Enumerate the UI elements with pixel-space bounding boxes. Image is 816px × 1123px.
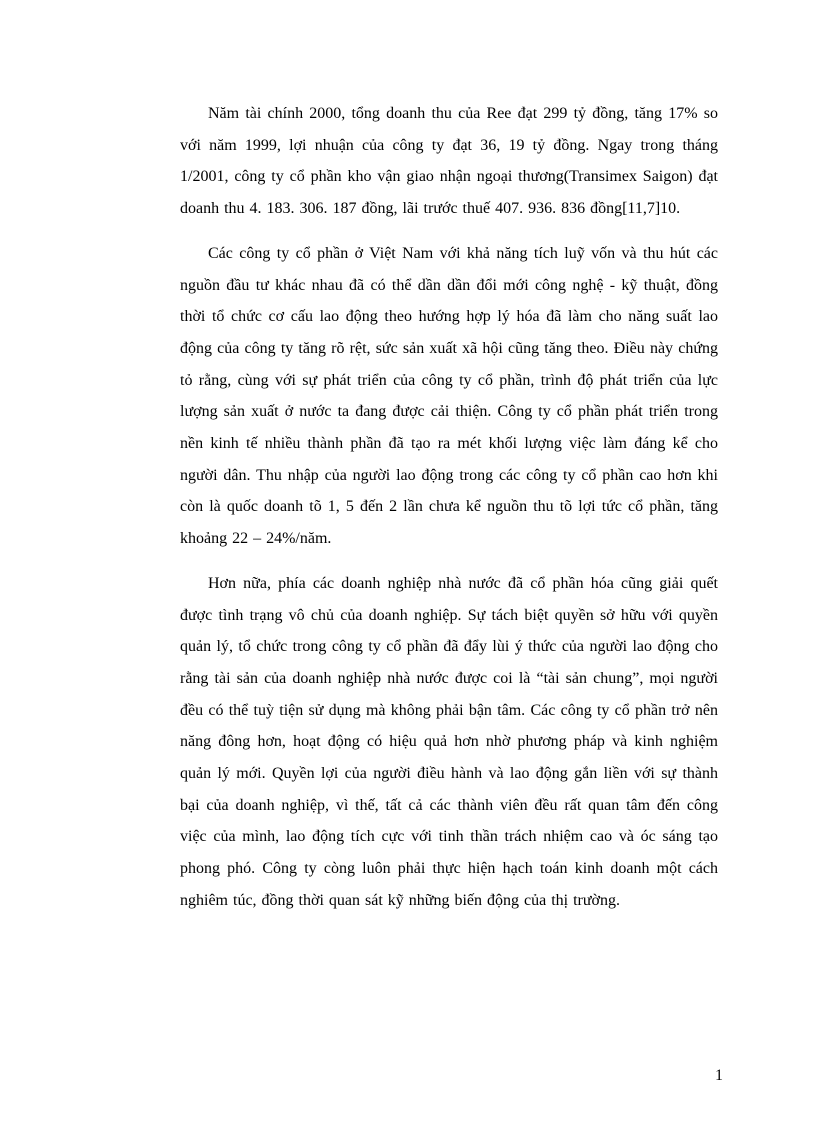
- body-text: [180, 98, 718, 930]
- paragraph-equitization-benefits: Hơn nữa, phía các doanh nghiệp nhà nước đã cổ phần hóa cũng giải quết được tình trạng vô chủ của doanh nghiệp. Sự tách biệt quyền sở hữu với quyền quản lý, tổ chức trong công ty cổ phần đã đẩy lùi ý thức của người lao động cho rằng tài sản của doanh nghiệp nhà nước được coi là “tài sản chung”, mọi người đều có thể tuỳ tiện sử dụng mà không phải bận tâm. Các công ty cổ phần trở nên năng đông hơn, hoạt động có hiệu quả hơn nhờ phương pháp và kinh nghiệm quản lý mới. Quyền lợi của người điều hành và lao động gắn liền với sự thành bại của doanh nghiệp, vì thế, tất cả các thành viên đều rất quan tâm đến công việc của mình, lao động tích cực với tinh thần trách nhiệm cao và óc sáng tạo phong phó. Công ty còng luôn phải thực hiện hạch toán kinh doanh một cách nghiêm túc, đồng thời quan sát kỹ những biến động của thị trường.: [180, 574, 718, 909]
- paragraph-joint-stock-development: Các công ty cổ phần ở Việt Nam với khả năng tích luỹ vốn và thu hút các nguồn đầu tư khác nhau đã có thể dần dần đổi mới công nghệ - kỹ thuật, đồng thời tổ chức cơ cấu lao động theo hướng hợp lý hóa đã làm cho năng suất lao động của công ty tăng rõ rệt, sức sản xuất xã hội cũng tăng theo. Điều này chứng tỏ rằng, cùng với sự phát triển của công ty cổ phần, trình độ phát triển của lực lượng sản xuất ở nước ta đang được cải thiện. Công ty cổ phần phát triển trong nền kinh tế nhiều thành phần đã tạo ra mét khối lượng việc làm đáng kể cho người dân. Thu nhập của người lao động trong các công ty cổ phần cao hơn khi còn là quốc doanh tõ 1, 5 đến 2 lần chưa kể nguồn thu tõ lợi tức cổ phần, tăng khoảng 22 – 24%/năm.: [180, 244, 718, 548]
- paragraph-revenue-2000: Năm tài chính 2000, tổng doanh thu của Ree đạt 299 tỷ đồng, tăng 17% so với năm 1999, lợi nhuận của công ty đạt 36, 19 tỷ đồng. Ngay trong tháng 1/2001, công ty cổ phần kho vận giao nhận ngoại thương(Transimex Saigon) đạt doanh thu 4. 183. 306. 187 đồng, lãi trước thuế 407. 936. 836 đồng[11,7]10.: [180, 105, 718, 218]
- page-number: 1: [715, 1067, 723, 1084]
